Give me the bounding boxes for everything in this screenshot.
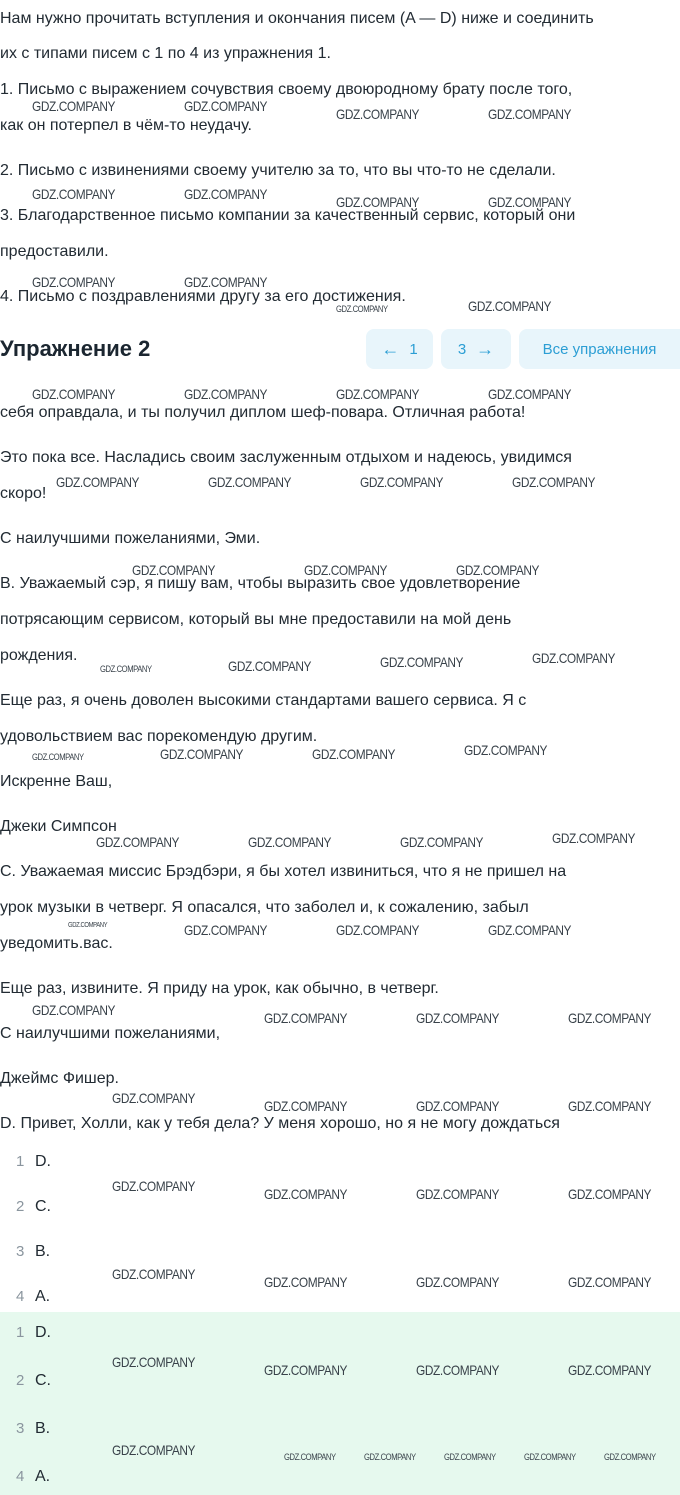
watermark: GDZ.COMPANY xyxy=(524,1452,576,1462)
letter-text: B. Уважаемый сэр, я пишу вам, чтобы выразить свое удовлетворение xyxy=(0,575,521,592)
watermark: GDZ.COMPANY xyxy=(468,298,552,314)
next-exercise-button[interactable] xyxy=(441,329,511,369)
watermark: GDZ.COMPANY xyxy=(32,98,116,114)
answer-number: 4 xyxy=(16,1288,25,1305)
watermark: GDZ.COMPANY xyxy=(532,650,616,666)
watermark: GDZ.COMPANY xyxy=(456,562,540,578)
answer-value: A. xyxy=(35,1288,51,1305)
arrow-left-icon: ← xyxy=(381,339,400,359)
intro-line: их с типами писем с 1 по 4 из упражнения 1. xyxy=(0,45,331,62)
watermark: GDZ.COMPANY xyxy=(184,922,268,938)
watermark: GDZ.COMPANY xyxy=(336,194,420,210)
answer-number: 2 xyxy=(16,1372,25,1389)
letter-text: С наилучшими пожеланиями, xyxy=(0,1025,221,1042)
watermark: GDZ.COMPANY xyxy=(32,274,116,290)
type-item: 2. Письмо с извинениями своему учителю за то, что вы что-то не сделали. xyxy=(0,162,556,179)
letter-text: Еще раз, я очень доволен высокими стандартами вашего сервиса. Я с xyxy=(0,692,527,709)
correct-answer-row xyxy=(0,1323,680,1343)
letter-text: Джеки Симпсон xyxy=(0,818,117,835)
next-exercise-label: 3 xyxy=(457,340,467,358)
prev-exercise-button[interactable] xyxy=(366,329,433,369)
watermark: GDZ.COMPANY xyxy=(112,1354,196,1370)
watermark: GDZ.COMPANY xyxy=(552,830,636,846)
watermark: GDZ.COMPANY xyxy=(416,1010,500,1026)
letter-text: потрясающим сервисом, который вы мне предоставили на мой день xyxy=(0,611,512,628)
all-exercises-label: Все упражнения xyxy=(542,340,657,358)
letter-text: Искренне Ваш, xyxy=(0,773,113,790)
arrow-right-icon: → xyxy=(476,339,495,359)
answer-number: 2 xyxy=(16,1198,25,1215)
watermark: GDZ.COMPANY xyxy=(284,1452,336,1462)
watermark: GDZ.COMPANY xyxy=(112,1266,196,1282)
watermark: GDZ.COMPANY xyxy=(100,664,152,674)
watermark: GDZ.COMPANY xyxy=(416,1098,500,1114)
watermark: GDZ.COMPANY xyxy=(264,1186,348,1202)
watermark: GDZ.COMPANY xyxy=(228,658,312,674)
letter-text: С наилучшими пожеланиями, Эми. xyxy=(0,530,261,547)
answer-value: C. xyxy=(35,1198,51,1215)
letter-text: себя оправдала, и ты получил диплом шеф-повара. Отличная работа! xyxy=(0,404,526,421)
watermark: GDZ.COMPANY xyxy=(312,746,396,762)
answer-row xyxy=(0,1152,680,1172)
watermark: GDZ.COMPANY xyxy=(184,98,268,114)
answer-row xyxy=(0,1287,680,1307)
watermark: GDZ.COMPANY xyxy=(112,1090,196,1106)
watermark: GDZ.COMPANY xyxy=(568,1186,652,1202)
watermark: GDZ.COMPANY xyxy=(364,1452,416,1462)
watermark: GDZ.COMPANY xyxy=(568,1010,652,1026)
answer-number: 4 xyxy=(16,1468,25,1485)
answer-value: A. xyxy=(35,1468,51,1485)
watermark: GDZ.COMPANY xyxy=(568,1362,652,1378)
watermark: GDZ.COMPANY xyxy=(248,834,332,850)
watermark: GDZ.COMPANY xyxy=(488,106,572,122)
letter-text: рождения. xyxy=(0,647,78,664)
watermark: GDZ.COMPANY xyxy=(380,654,464,670)
watermark: GDZ.COMPANY xyxy=(416,1274,500,1290)
intro-line: Нам нужно прочитать вступления и окончания писем (A — D) ниже и соединить xyxy=(0,10,594,27)
watermark: GDZ.COMPANY xyxy=(32,186,116,202)
watermark: GDZ.COMPANY xyxy=(32,1002,116,1018)
watermark: GDZ.COMPANY xyxy=(32,386,116,402)
watermark: GDZ.COMPANY xyxy=(96,834,180,850)
letter-text: уведомить.вас. xyxy=(0,935,113,952)
watermark: GDZ.COMPANY xyxy=(264,1098,348,1114)
correct-answer-row xyxy=(0,1467,680,1487)
watermark: GDZ.COMPANY xyxy=(416,1186,500,1202)
answer-row xyxy=(0,1242,680,1262)
watermark: GDZ.COMPANY xyxy=(112,1442,196,1458)
letter-text: D. Привет, Холли, как у тебя дела? У меня хорошо, но я не могу дождаться xyxy=(0,1115,560,1132)
watermark: GDZ.COMPANY xyxy=(336,304,388,314)
watermark: GDZ.COMPANY xyxy=(400,834,484,850)
watermark: GDZ.COMPANY xyxy=(184,274,268,290)
type-item: предоставили. xyxy=(0,243,109,260)
watermark: GDZ.COMPANY xyxy=(512,474,596,490)
watermark: GDZ.COMPANY xyxy=(488,922,572,938)
watermark: GDZ.COMPANY xyxy=(488,194,572,210)
answer-number: 1 xyxy=(16,1153,25,1170)
answer-value: B. xyxy=(35,1243,51,1260)
watermark: GDZ.COMPANY xyxy=(184,386,268,402)
type-item: 4. Письмо с поздравлениями другу за его достижения. xyxy=(0,288,406,305)
exercise-title: Упражнение 2 xyxy=(0,336,151,361)
watermark: GDZ.COMPANY xyxy=(264,1274,348,1290)
answer-value: C. xyxy=(35,1372,51,1389)
letter-text: Это пока все. Насладись своим заслуженным отдыхом и надеюсь, увидимся xyxy=(0,449,572,466)
letter-text: Джеймс Фишер. xyxy=(0,1070,119,1087)
watermark: GDZ.COMPANY xyxy=(56,474,140,490)
watermark: GDZ.COMPANY xyxy=(112,1178,196,1194)
type-item: 1. Письмо с выражением сочувствия своему двоюродному брату после того, xyxy=(0,81,573,98)
watermark: GDZ.COMPANY xyxy=(132,562,216,578)
watermark: GDZ.COMPANY xyxy=(336,386,420,402)
watermark: GDZ.COMPANY xyxy=(68,922,108,929)
watermark: GDZ.COMPANY xyxy=(604,1452,656,1462)
answer-value: D. xyxy=(35,1153,51,1170)
watermark: GDZ.COMPANY xyxy=(184,186,268,202)
watermark: GDZ.COMPANY xyxy=(416,1362,500,1378)
type-item: 3. Благодарственное письмо компании за качественный сервис, который они xyxy=(0,207,576,224)
prev-exercise-label: 1 xyxy=(409,340,418,358)
watermark: GDZ.COMPANY xyxy=(488,386,572,402)
letter-text: Еще раз, извините. Я приду на урок, как обычно, в четверг. xyxy=(0,980,439,997)
watermark: GDZ.COMPANY xyxy=(336,922,420,938)
correct-answer-row xyxy=(0,1419,680,1439)
type-item: как он потерпел в чём-то неудачу. xyxy=(0,117,252,134)
watermark: GDZ.COMPANY xyxy=(568,1274,652,1290)
watermark: GDZ.COMPANY xyxy=(304,562,388,578)
watermark: GDZ.COMPANY xyxy=(160,746,244,762)
answer-number: 3 xyxy=(16,1420,25,1437)
answer-number: 1 xyxy=(16,1324,25,1341)
watermark: GDZ.COMPANY xyxy=(208,474,292,490)
watermark: GDZ.COMPANY xyxy=(360,474,444,490)
letter-text: урок музыки в четверг. Я опасался, что заболел и, к сожалению, забыл xyxy=(0,899,529,916)
watermark: GDZ.COMPANY xyxy=(464,742,548,758)
watermark: GDZ.COMPANY xyxy=(264,1362,348,1378)
watermark: GDZ.COMPANY xyxy=(568,1098,652,1114)
watermark: GDZ.COMPANY xyxy=(32,752,84,762)
answer-value: B. xyxy=(35,1420,51,1437)
watermark: GDZ.COMPANY xyxy=(264,1010,348,1026)
letter-text: удовольствием вас порекомендую другим. xyxy=(0,728,318,745)
all-exercises-button[interactable] xyxy=(519,329,680,369)
letter-text: скоро! xyxy=(0,485,47,502)
watermark: GDZ.COMPANY xyxy=(336,106,420,122)
answer-number: 3 xyxy=(16,1243,25,1260)
watermark: GDZ.COMPANY xyxy=(444,1452,496,1462)
letter-text: C. Уважаемая миссис Брэдбэри, я бы хотел извиниться, что я не пришел на xyxy=(0,863,567,880)
answer-value: D. xyxy=(35,1324,51,1341)
